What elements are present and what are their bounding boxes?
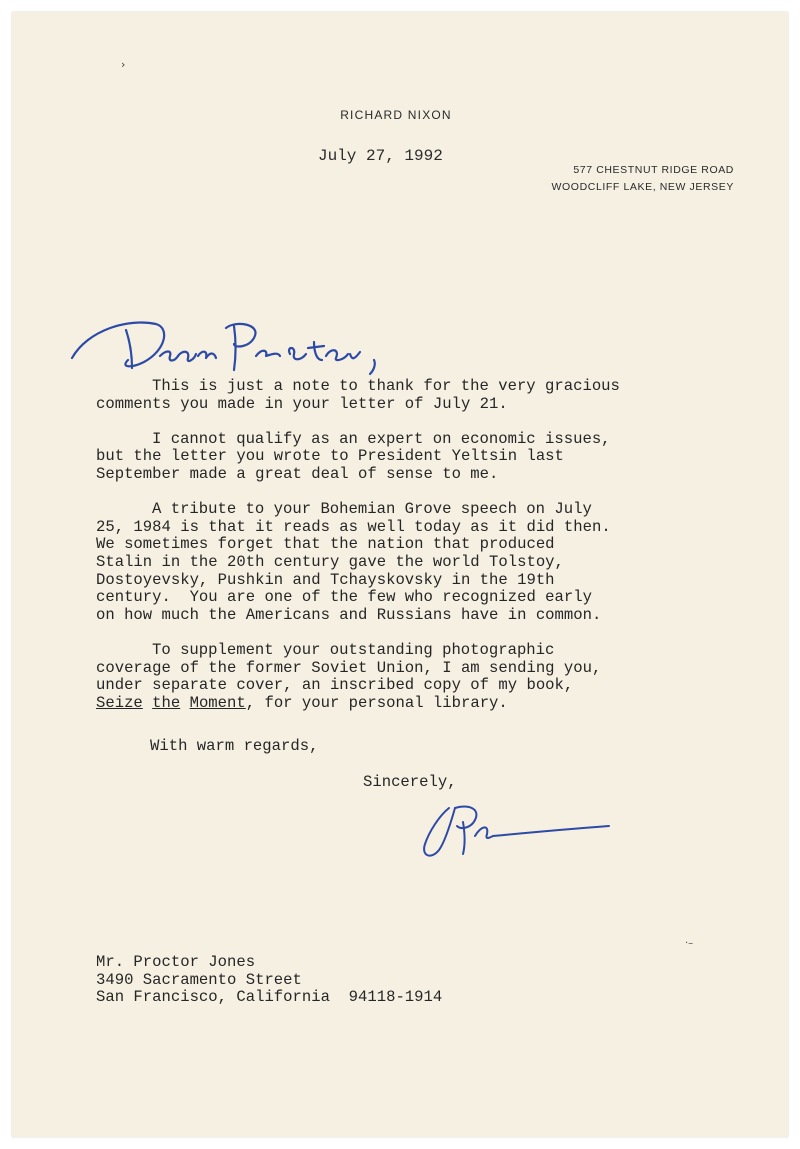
- paragraph-3: [96, 501, 736, 624]
- letter-date: July 27, 1992: [318, 147, 443, 165]
- letterhead-address: [524, 162, 734, 196]
- paragraph-3-line-1: A tribute to your Bohemian Grove speech on July: [152, 500, 592, 519]
- stray-mark-bottom-right: ·–: [685, 938, 694, 949]
- handwritten-signature: [415, 798, 615, 864]
- signoff: Sincerely,: [363, 773, 457, 791]
- address-line-2: WOODCLIFF LAKE, NEW JERSEY: [551, 181, 734, 193]
- book-title-word-1: Seize: [96, 693, 143, 712]
- paragraph-2-rest: but the letter you wrote to President Yeltsin last September made a great deal of sense to me.: [96, 447, 564, 483]
- paragraph-1: [96, 378, 736, 413]
- letterhead-name: RICHARD NIXON: [340, 108, 452, 122]
- letter-body: [96, 378, 736, 730]
- book-title-tail: , for your personal library.: [245, 693, 508, 712]
- recipient-address: [96, 954, 442, 1007]
- book-title-word-3: Moment: [189, 693, 246, 712]
- paragraph-4: [96, 642, 736, 712]
- paragraph-4-line-1: To supplement your outstanding photographic: [152, 640, 555, 659]
- recipient-city: San Francisco, California 94118-1914: [96, 988, 443, 1007]
- paragraph-2: [96, 431, 736, 484]
- paragraph-3-rest: 25, 1984 is that it reads as well today as it did then. We sometimes forget that the nation that produced Stalin in the 20th century gave the world Tolstoy, Dostoyevsky, Pushkin and Tchayskovsky in the 19th century. You are one of the few who recognized early on how much the Americans and Russians have in common.: [96, 517, 611, 624]
- paragraph-2-line-1: I cannot qualify as an expert on economic issues,: [152, 429, 611, 448]
- recipient-street: 3490 Sacramento Street: [96, 970, 302, 989]
- paragraph-1-rest: comments you made in your letter of July 21.: [96, 394, 508, 413]
- closing-line: With warm regards,: [150, 737, 319, 755]
- recipient-name: Mr. Proctor Jones: [96, 953, 256, 971]
- stray-mark-top-left: ›: [121, 58, 126, 71]
- paragraph-1-line-1: This is just a note to thank for the very gracious: [152, 377, 620, 395]
- handwritten-salutation: [58, 310, 398, 380]
- address-line-1: 577 CHESTNUT RIDGE ROAD: [573, 164, 734, 176]
- paragraph-4-rest: coverage of the former Soviet Union, I am sending you, under separate cover, an inscribed copy of my book,: [96, 658, 602, 695]
- book-title-word-2: the: [152, 693, 181, 712]
